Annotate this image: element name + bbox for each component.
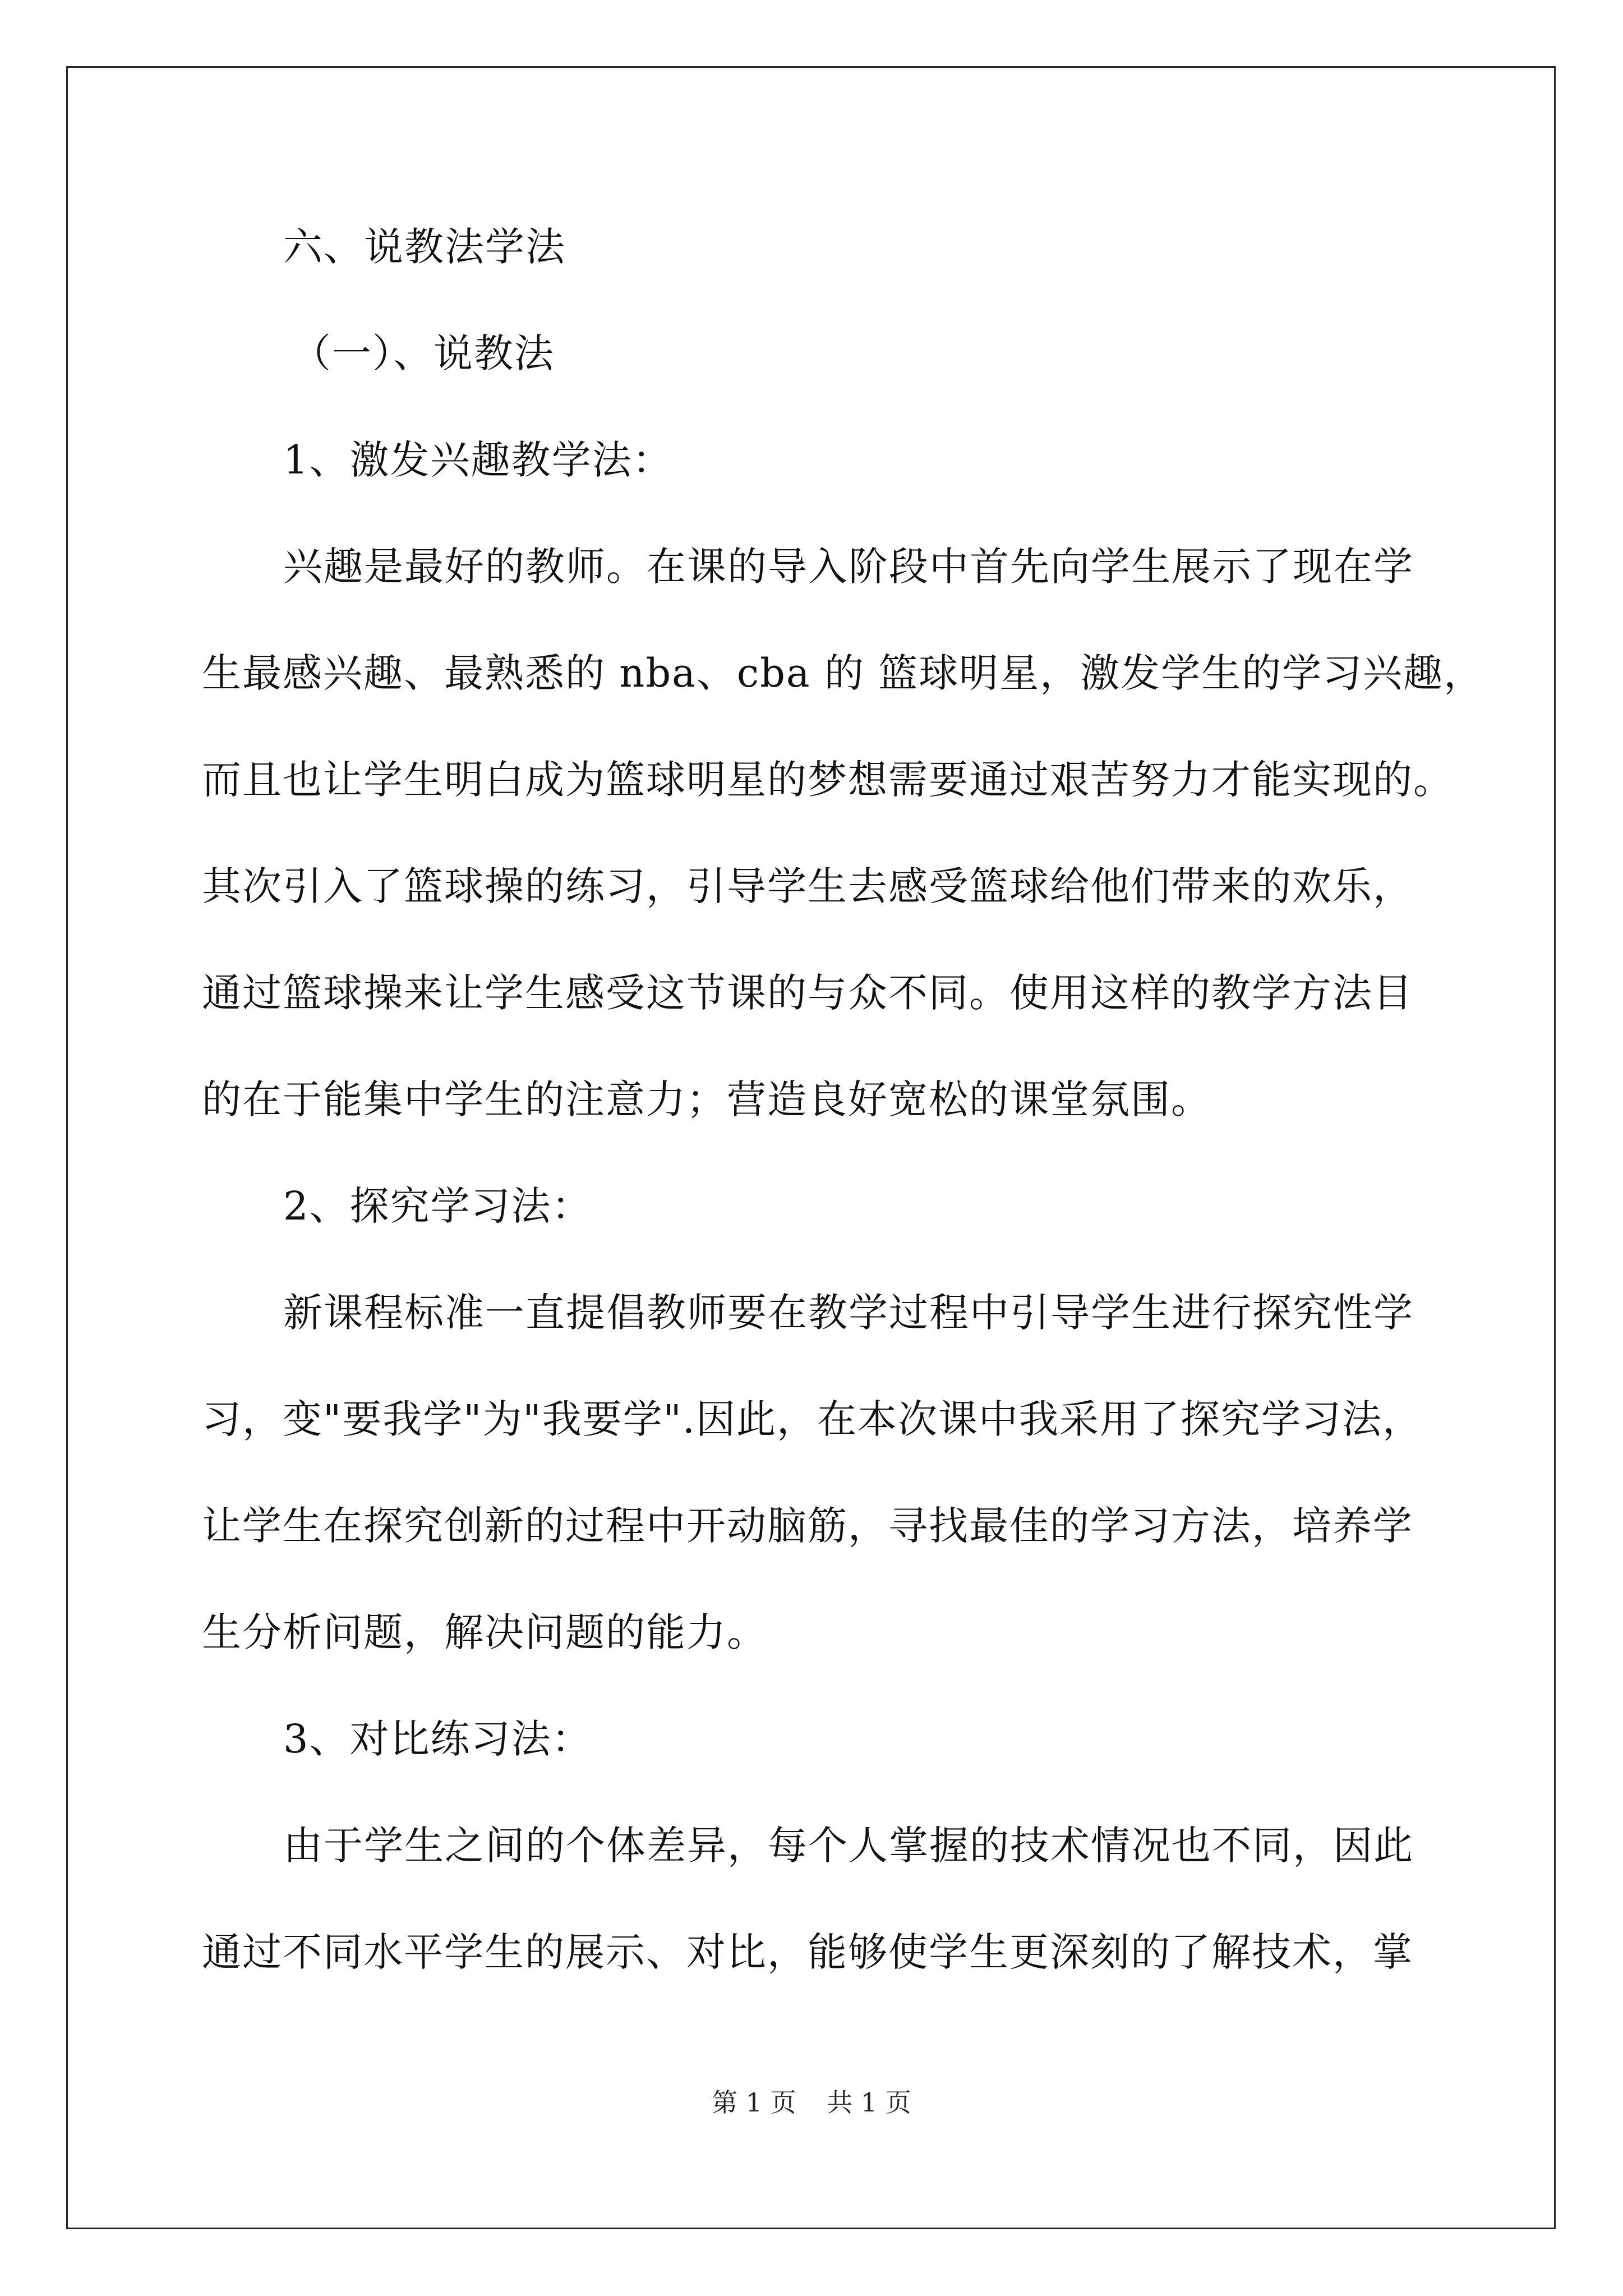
- paragraph-line: 通过篮球操来让学生感受这节课的与众不同。使用这样的教学方法目: [202, 970, 1413, 1016]
- section-heading: 六、说教法学法: [283, 224, 566, 270]
- paragraph-line: 兴趣是最好的教师。在课的导入阶段中首先向学生展示了现在学: [283, 544, 1414, 590]
- subsection-heading: （一）、说教法: [292, 330, 555, 376]
- page-footer: [0, 2086, 1623, 2119]
- paragraph-line: 通过不同水平学生的展示、对比，能够使学生更深刻的了解技术，掌: [202, 1929, 1413, 1975]
- page-total: 共 1 页: [827, 2087, 911, 2118]
- paragraph-line: 新课程标准一直提倡教师要在教学过程中引导学生进行探究性学: [283, 1290, 1414, 1336]
- paragraph-line: 习，变"要我学"为"我要学".因此，在本次课中我采用了探究学习法，: [202, 1396, 1423, 1442]
- page-number: 第 1 页: [712, 2087, 796, 2118]
- item-heading: 2、探究学习法：: [283, 1183, 592, 1229]
- paragraph-line: 而且也让学生明白成为篮球明星的梦想需要通过艰苦努力才能实现的。: [202, 757, 1454, 803]
- paragraph-line: 的在于能集中学生的注意力；营造良好宽松的课堂氛围。: [202, 1076, 1211, 1122]
- document-body: [202, 222, 1484, 2033]
- item-heading: 1、激发兴趣教学法：: [283, 437, 673, 483]
- paragraph-line: 生最感兴趣、最熟悉的 nba、cba 的 篮球明星，激发学生的学习兴趣，: [202, 650, 1484, 696]
- paragraph-line: 让学生在探究创新的过程中开动脑筋，寻找最佳的学习方法，培养学: [202, 1503, 1413, 1549]
- paragraph-line: 其次引入了篮球操的练习，引导学生去感受篮球给他们带来的欢乐，: [202, 863, 1413, 909]
- paragraph-line: 生分析问题，解决问题的能力。: [202, 1609, 767, 1655]
- paragraph-line: 由于学生之间的个体差异，每个人掌握的技术情况也不同，因此: [283, 1823, 1414, 1869]
- item-heading: 3、对比练习法：: [283, 1716, 592, 1762]
